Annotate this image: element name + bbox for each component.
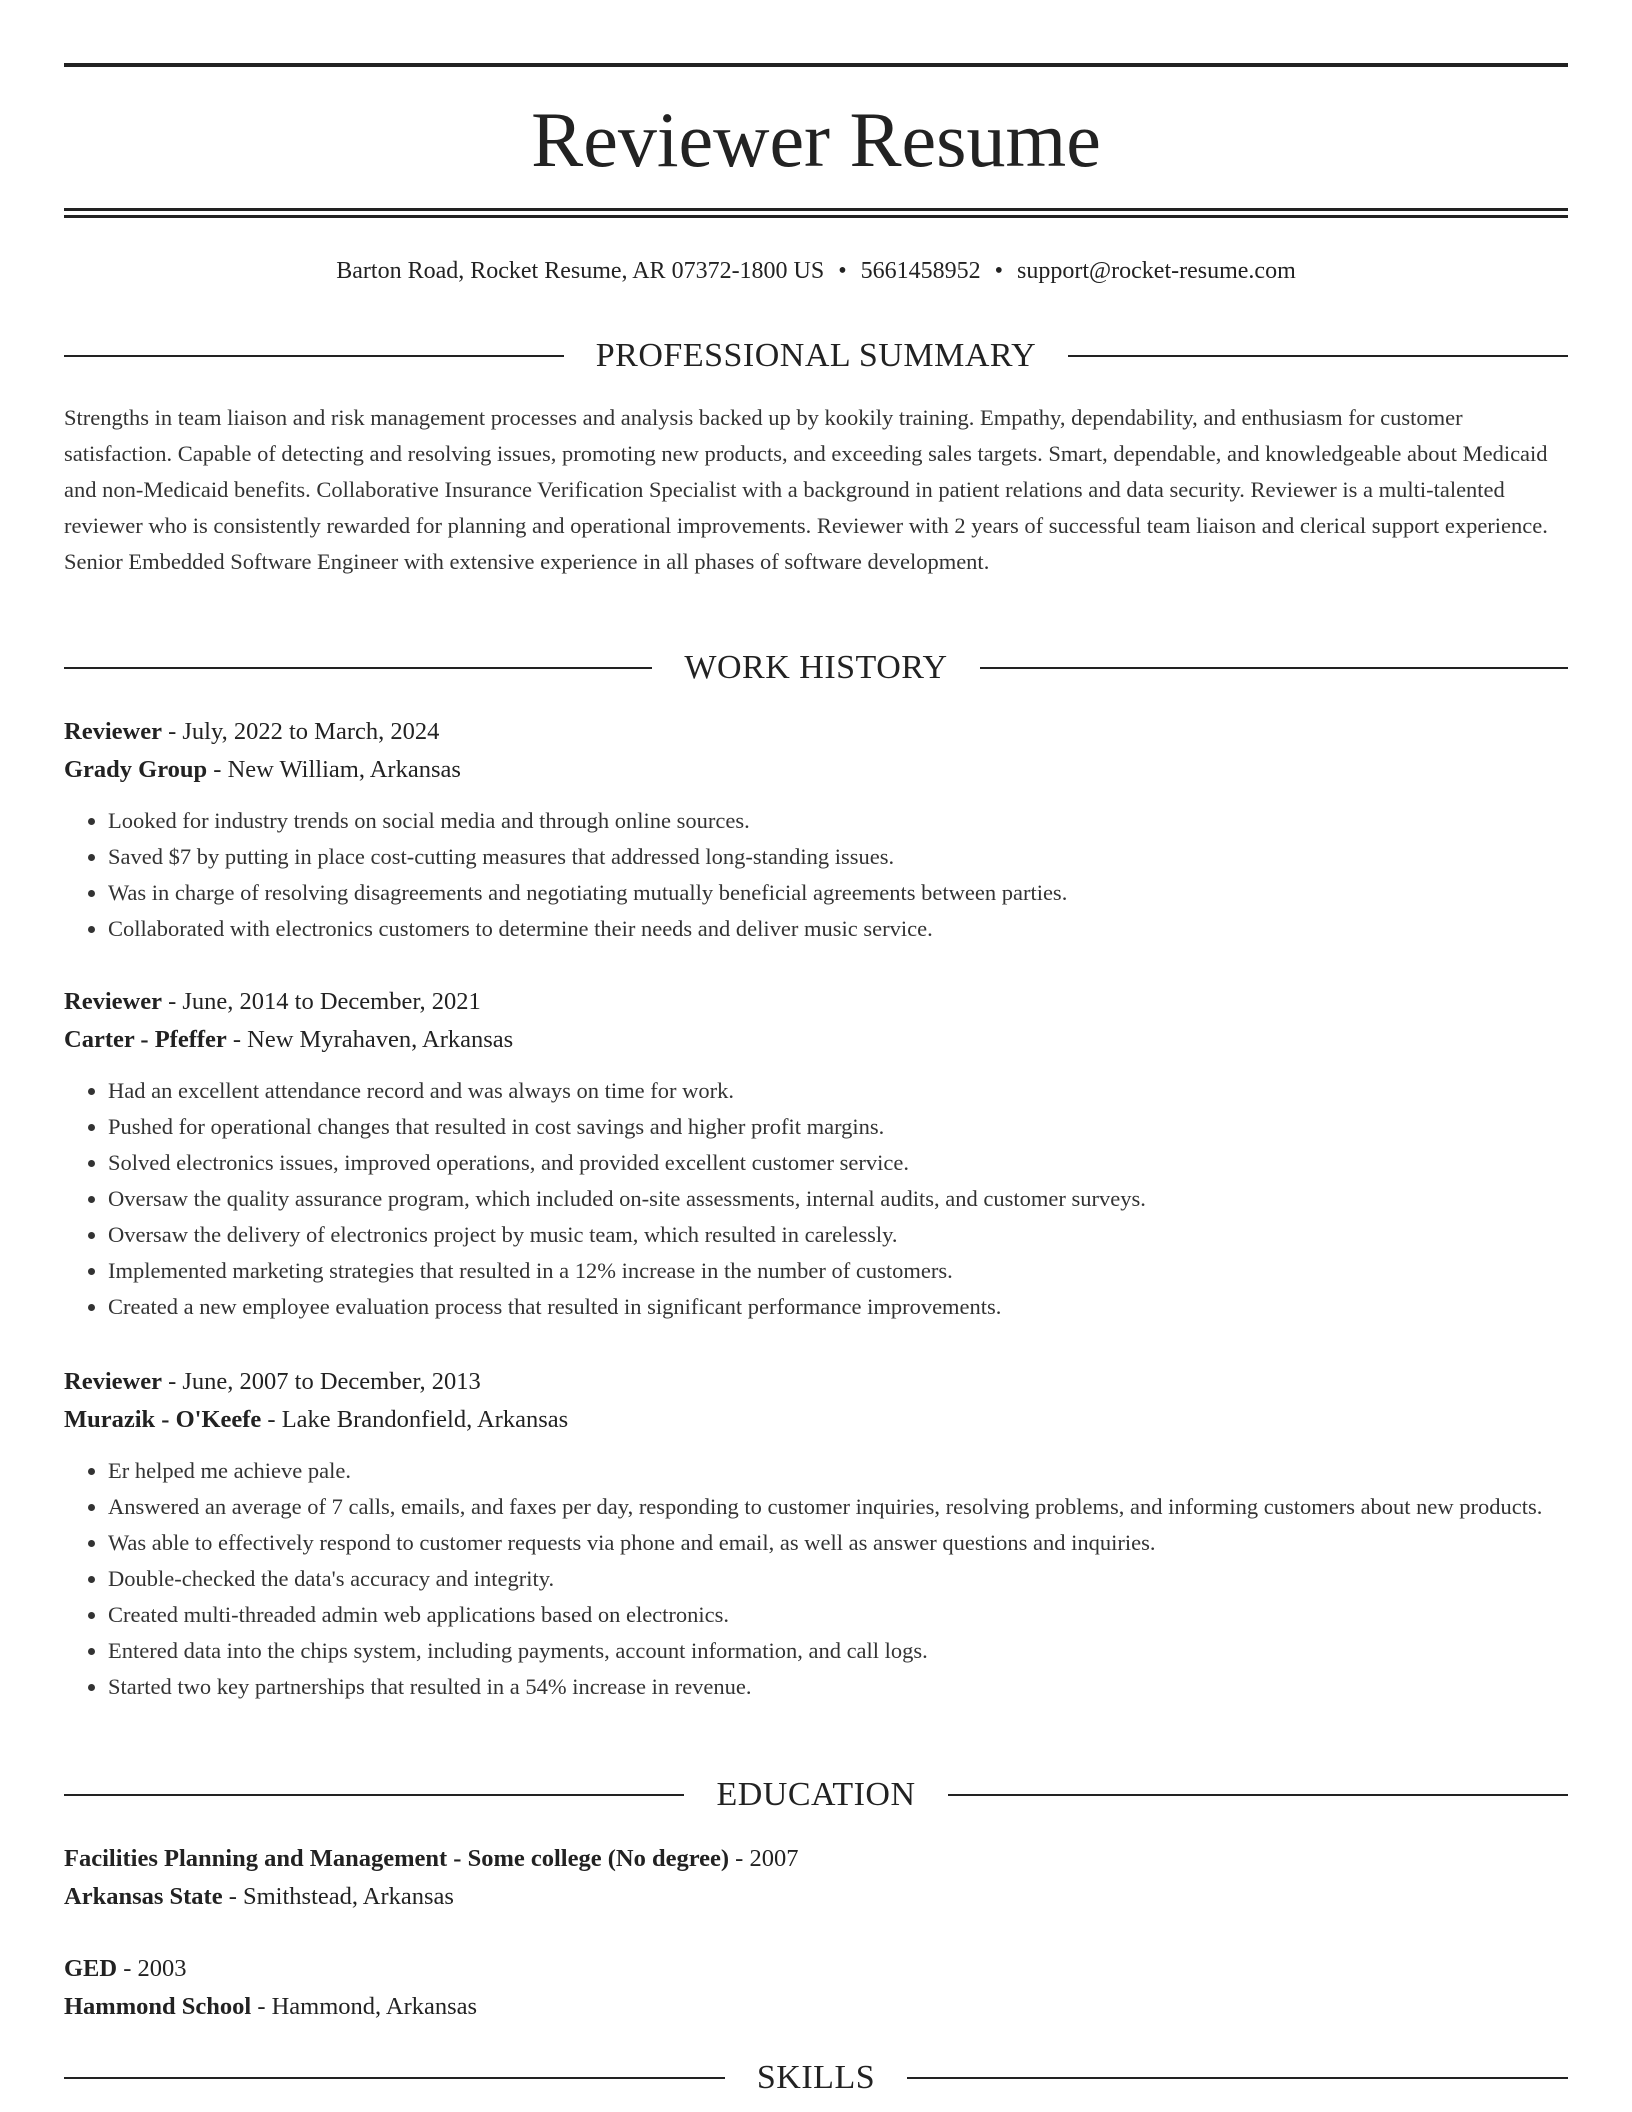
job-bullet: • Created multi-threaded admin web applications based on electronics. [108, 1597, 1568, 1633]
job-bullet: • Oversaw the quality assurance program, which included on-site assessments, internal audits, and customer surveys. [108, 1181, 1568, 1217]
heading-rule-left [64, 2077, 725, 2079]
education-degree-line [64, 1950, 1568, 1988]
job-bullet: • Saved $7 by putting in place cost-cutting measures that addressed long-standing issues. [108, 839, 1568, 875]
section-heading-work [64, 646, 1568, 690]
heading-rule-left [64, 667, 652, 669]
job-bullet: • Implemented marketing strategies that resulted in a 12% increase in the number of customers. [108, 1253, 1568, 1289]
job-title-line [64, 983, 1568, 1021]
section-heading-summary [64, 334, 1568, 378]
job-bullets [64, 1453, 1568, 1705]
contact-separator: • [994, 258, 1004, 284]
section-heading-skills [64, 2056, 1568, 2100]
job-company: Murazik - O'Keefe [64, 1406, 262, 1433]
education-school: Arkansas State [64, 1883, 223, 1910]
job-title: Reviewer [64, 1368, 162, 1395]
job-company-line [64, 1401, 1568, 1439]
job-title: Reviewer [64, 718, 162, 745]
education-entry [64, 1840, 1568, 1916]
section-title: EDUCATION [716, 1776, 916, 1813]
job-title-line [64, 1363, 1568, 1401]
title-rule-lower [64, 215, 1568, 218]
education-degree: GED [64, 1955, 118, 1982]
contact-email: support@rocket-resume.com [1017, 258, 1296, 284]
title-rule-upper [64, 208, 1568, 211]
contact-line [64, 253, 1568, 289]
education-school-line [64, 1988, 1568, 2026]
job-title-line [64, 713, 1568, 751]
job-company: Grady Group [64, 756, 208, 783]
job-bullet: • Pushed for operational changes that resulted in cost savings and higher profit margins. [108, 1109, 1568, 1145]
job-bullet: • Was in charge of resolving disagreements and negotiating mutually beneficial agreements between parties. [108, 875, 1568, 911]
job-dates: - July, 2022 to March, 2024 [161, 718, 440, 745]
job-dates: - June, 2014 to December, 2021 [161, 988, 481, 1015]
job-entry [64, 1363, 1568, 1705]
job-bullet: • Looked for industry trends on social media and through online sources. [108, 803, 1568, 839]
job-company-line [64, 751, 1568, 789]
contact-separator: • [838, 258, 847, 284]
heading-rule-right [948, 1794, 1568, 1796]
education-school: Hammond School [64, 1993, 252, 2020]
education-degree: Facilities Planning and Management - Some college (No degree) [64, 1845, 730, 1872]
section-title: WORK HISTORY [684, 649, 948, 686]
section-title: PROFESSIONAL SUMMARY [595, 337, 1037, 374]
heading-rule-left [64, 355, 564, 357]
section-title: SKILLS [756, 2059, 876, 2096]
job-bullet: • Oversaw the delivery of electronics project by music team, which resulted in carelessly. [108, 1217, 1568, 1253]
section-heading-education [64, 1773, 1568, 1817]
job-location: - New William, Arkansas [207, 756, 461, 783]
education-location: - Smithstead, Arkansas [222, 1883, 454, 1910]
job-entry [64, 983, 1568, 1325]
job-location: - Lake Brandonfield, Arkansas [261, 1406, 569, 1433]
heading-rule-right [1068, 355, 1568, 357]
job-bullet: • Created a new employee evaluation process that resulted in significant performance improvements. [108, 1289, 1568, 1325]
heading-rule-right [980, 667, 1568, 669]
education-entry [64, 1950, 1568, 2026]
job-bullet: • Was able to effectively respond to customer requests via phone and email, as well as answer questions and inquiries. [108, 1525, 1568, 1561]
job-company-line [64, 1021, 1568, 1059]
job-bullets [64, 1073, 1568, 1325]
top-rule [64, 63, 1568, 67]
education-degree-line [64, 1840, 1568, 1878]
job-bullet: • Double-checked the data's accuracy and integrity. [108, 1561, 1568, 1597]
heading-rule-right [907, 2077, 1568, 2079]
job-bullet: • Started two key partnerships that resulted in a 54% increase in revenue. [108, 1669, 1568, 1705]
education-year: - 2007 [729, 1845, 799, 1872]
heading-rule-left [64, 1794, 684, 1796]
job-title: Reviewer [64, 988, 162, 1015]
job-bullet: • Answered an average of 7 calls, emails, and faxes per day, responding to customer inquiries, resolving problems, and informing customers about new products. [108, 1489, 1568, 1525]
contact-address: Barton Road, Rocket Resume, AR 07372-1800 US [336, 258, 825, 284]
job-bullet: • Er helped me achieve pale. [108, 1453, 1568, 1489]
job-bullets [64, 803, 1568, 947]
education-year: - 2003 [117, 1955, 187, 1982]
education-school-line [64, 1878, 1568, 1916]
job-dates: - June, 2007 to December, 2013 [161, 1368, 481, 1395]
job-bullet: • Entered data into the chips system, including payments, account information, and call logs. [108, 1633, 1568, 1669]
job-entry [64, 713, 1568, 947]
contact-phone: 5661458952 [860, 258, 981, 284]
education-location: - Hammond, Arkansas [251, 1993, 478, 2020]
job-bullet: • Collaborated with electronics customers to determine their needs and deliver music service. [108, 911, 1568, 947]
job-bullet: • Had an excellent attendance record and was always on time for work. [108, 1073, 1568, 1109]
job-location: - New Myrahaven, Arkansas [226, 1026, 514, 1053]
page-title: Reviewer Resume [531, 96, 1101, 183]
job-bullet: • Solved electronics issues, improved operations, and provided excellent customer service. [108, 1145, 1568, 1181]
summary-text: Strengths in team liaison and risk management processes and analysis backed up by kookily training. Empathy, dependability, and enthusiasm for customer satisfaction. Capable of detecting and resolving issues, promoting new products, and exceeding sales targets. Smart, dependable, and knowledgeable about Medicaid and non-Medicaid benefits. Collaborative Insurance Verification Specialist with a background in patient relations and data security. Reviewer is a multi-talented reviewer who is consistently rewarded for planning and operational improvements. Reviewer with 2 years of successful team liaison and clerical support experience. Senior Embedded Software Engineer with extensive experience in all phases of software development. [64, 405, 1548, 574]
job-company: Carter - Pfeffer [64, 1026, 227, 1053]
